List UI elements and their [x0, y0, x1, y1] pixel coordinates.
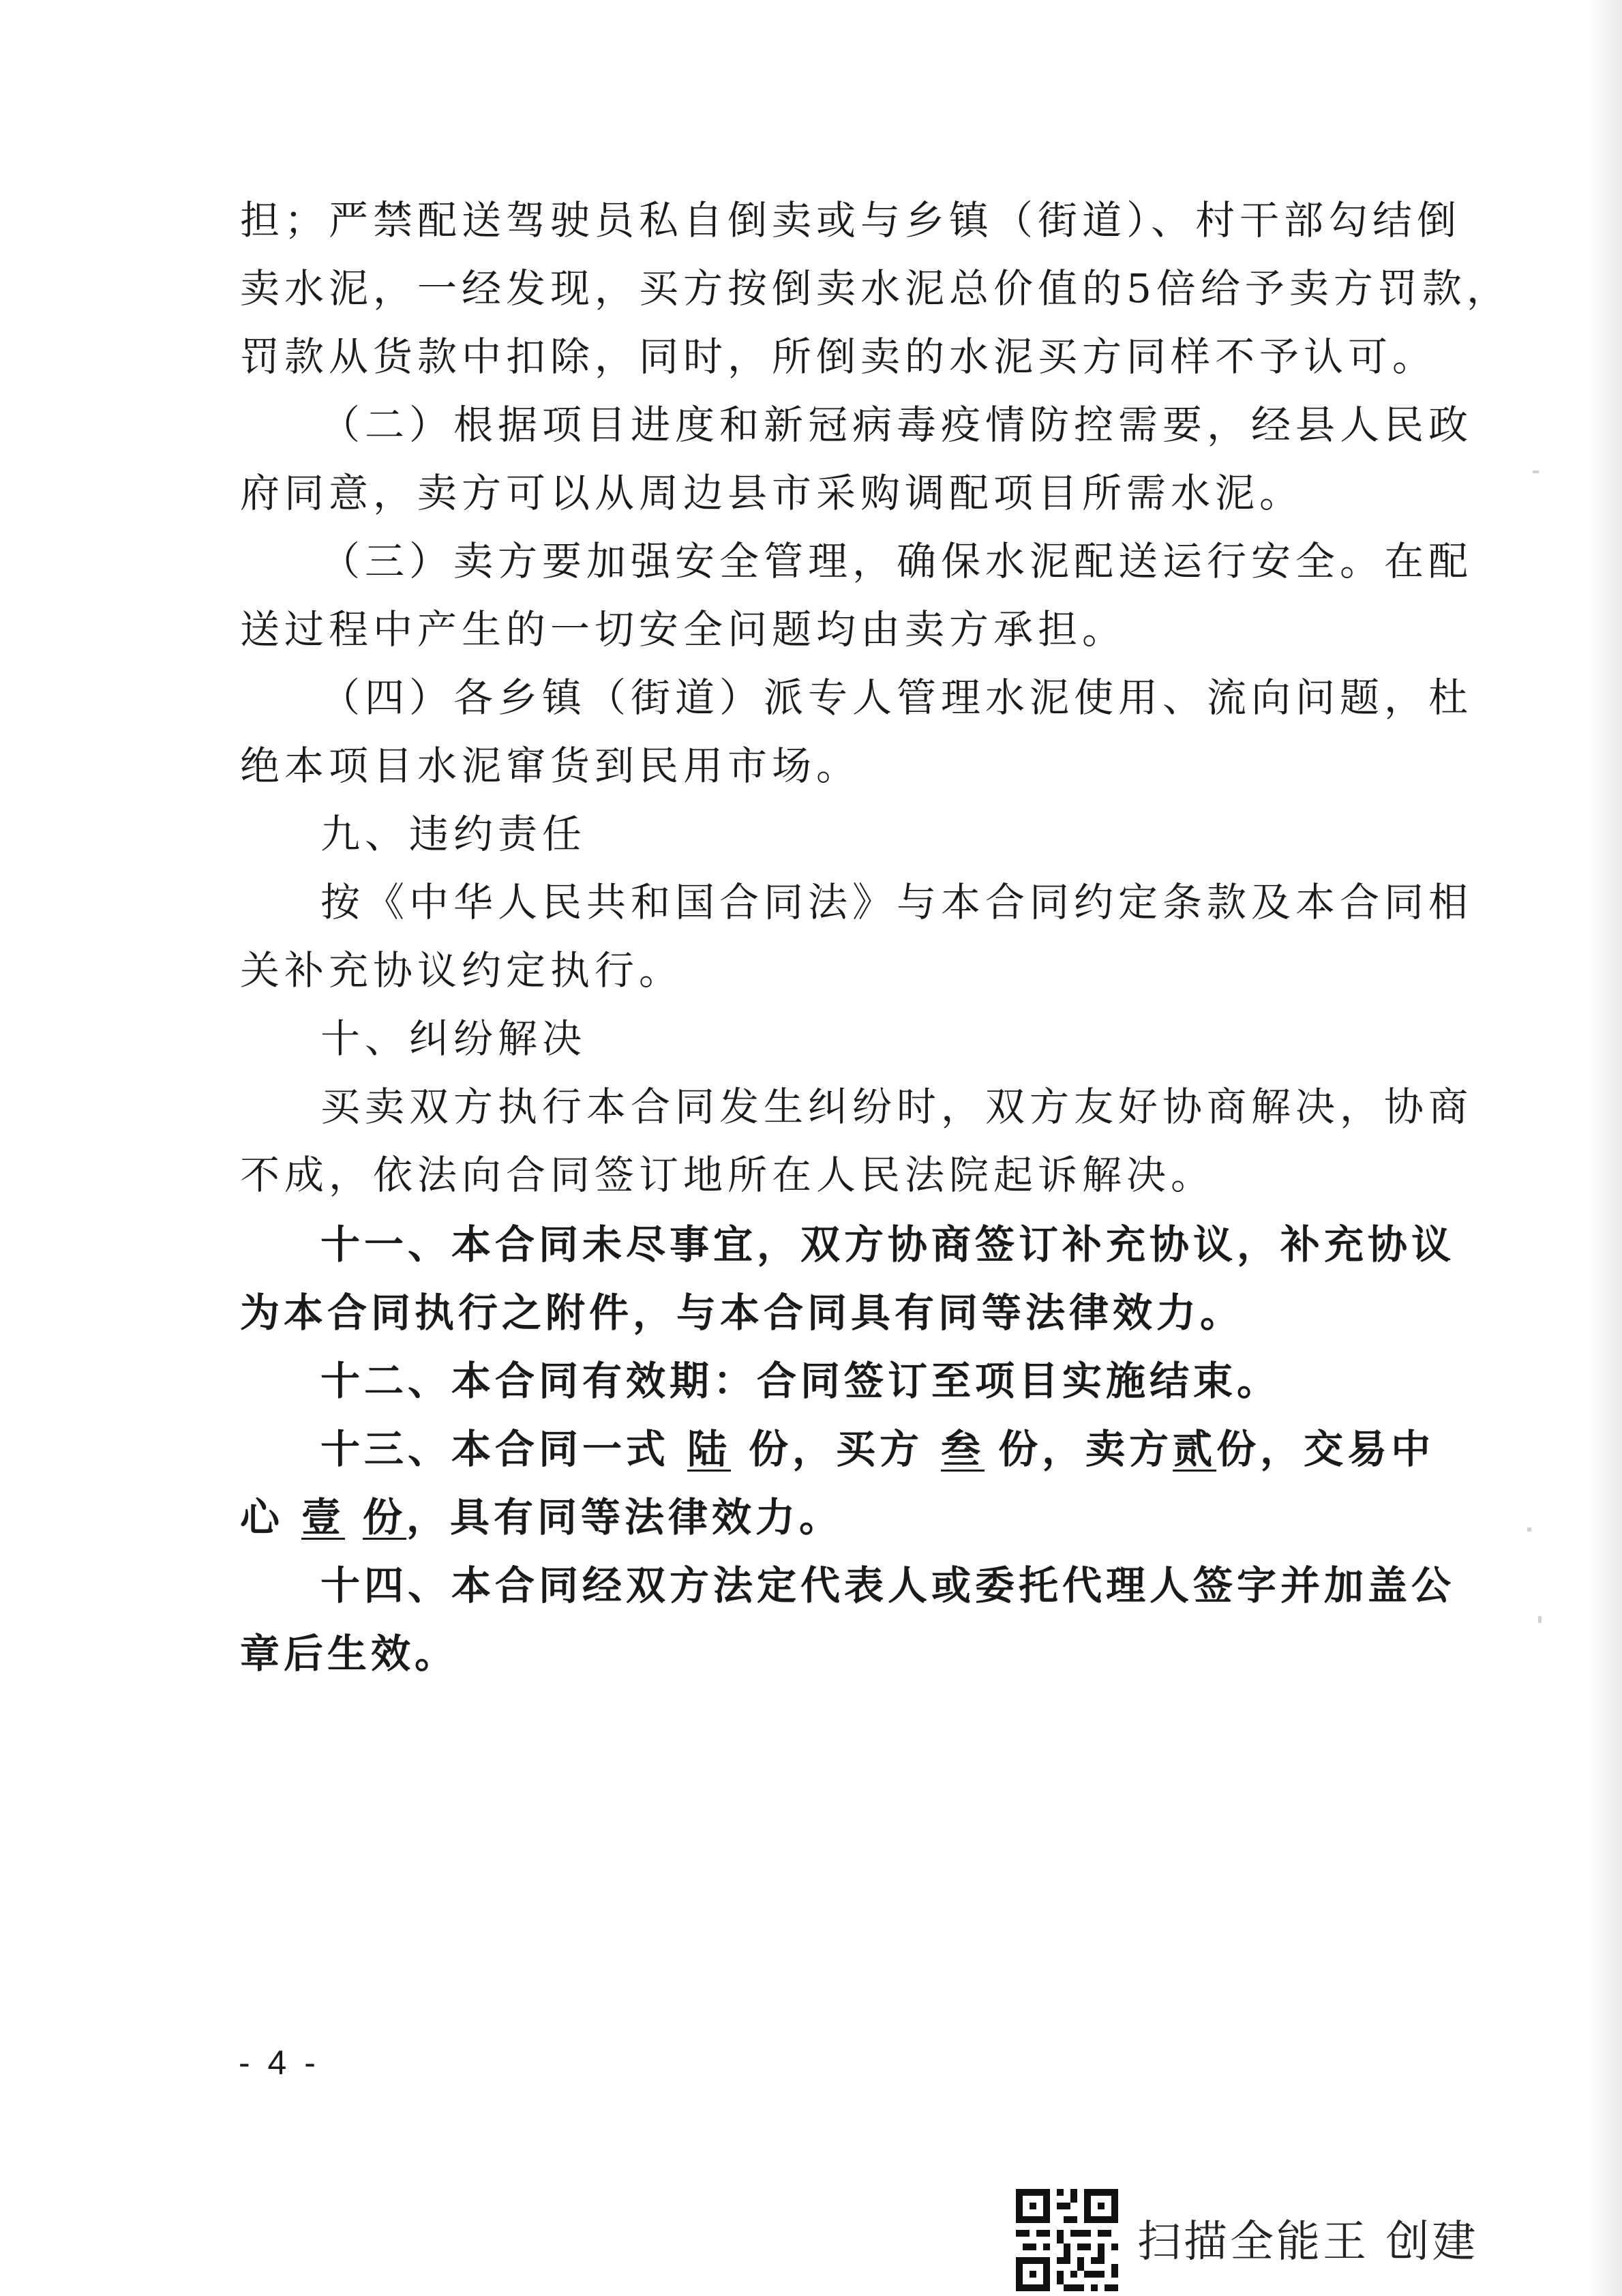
text-line: 十四、本合同经双方法定代表人或委托代理人签字并加盖公: [320, 1562, 1456, 1609]
text-line: 卖水泥，一经发现，买方按倒卖水泥总价值的5倍给予卖方罚款，: [240, 265, 1511, 312]
clause-text: 心: [240, 1494, 284, 1540]
clause-text: 份，交易中: [1216, 1426, 1435, 1472]
total-copies: 陆: [687, 1426, 732, 1472]
scan-speck: [1527, 1527, 1531, 1532]
scanner-watermark: [1016, 2181, 1602, 2296]
clause-text: 份，买方: [749, 1426, 924, 1472]
clause-text: 份，卖方: [998, 1426, 1173, 1472]
section-heading: 十、纠纷解决: [320, 1015, 587, 1062]
text-line: （四）各乡镇（街道）派专人管理水泥使用、流向问题，杜: [320, 674, 1473, 721]
scan-speck: [1538, 1616, 1542, 1623]
text-line: 为本合同执行之附件，与本合同具有同等法律效力。: [240, 1289, 1244, 1336]
text-line: 买卖双方执行本合同发生纠纷时，双方友好协商解决，协商: [320, 1084, 1473, 1130]
text-line: 关补充协议约定执行。: [240, 947, 684, 994]
text-line: 十一、本合同未尽事宜，双方协商签订补充协议，补充协议: [320, 1221, 1456, 1268]
text-line: 罚款从货款中扣除，同时，所倒卖的水泥买方同样不予认可。: [240, 333, 1437, 380]
page-number: - 4 -: [239, 2044, 320, 2082]
center-copies-unit: 份: [363, 1494, 407, 1540]
clause-text: 十三、本合同一式: [320, 1426, 670, 1472]
buyer-copies: 叁: [941, 1426, 985, 1472]
section-heading: 九、违约责任: [320, 811, 587, 857]
center-copies: 壹: [301, 1494, 346, 1540]
qr-code-icon: [1016, 2189, 1118, 2291]
seller-copies: 贰: [1173, 1426, 1217, 1472]
text-line: 十二、本合同有效期：合同签订至项目实施结束。: [320, 1358, 1281, 1404]
watermark-text: 扫描全能王 创建: [1137, 2217, 1479, 2267]
clause-13-line-2: [240, 1490, 843, 1545]
text-line: 不成，依法向合同签订地所在人民法院起诉解决。: [240, 1152, 1216, 1198]
text-line: 担；严禁配送驾驶员私自倒卖或与乡镇（街道）、村干部勾结倒: [240, 197, 1462, 243]
scan-speck: [1533, 471, 1539, 473]
text-line: 章后生效。: [240, 1630, 459, 1677]
clause-text: ，具有同等法律效力。: [406, 1494, 843, 1540]
text-line: （三）卖方要加强安全管理，确保水泥配送运行安全。在配: [320, 538, 1473, 584]
text-line: 府同意，卖方可以从周边县市采购调配项目所需水泥。: [240, 470, 1304, 516]
text-line: 送过程中产生的一切安全问题均由卖方承担。: [240, 606, 1127, 653]
text-line: 绝本项目水泥窜货到民用市场。: [240, 743, 861, 789]
scan-edge-shadow: [1588, 0, 1622, 2296]
clause-13-line-1: [320, 1422, 1435, 1476]
text-line: 按《中华人民共和国合同法》与本合同约定条款及本合同相: [320, 879, 1473, 925]
text-line: （二）根据项目进度和新冠病毒疫情防控需要，经县人民政: [320, 402, 1473, 448]
